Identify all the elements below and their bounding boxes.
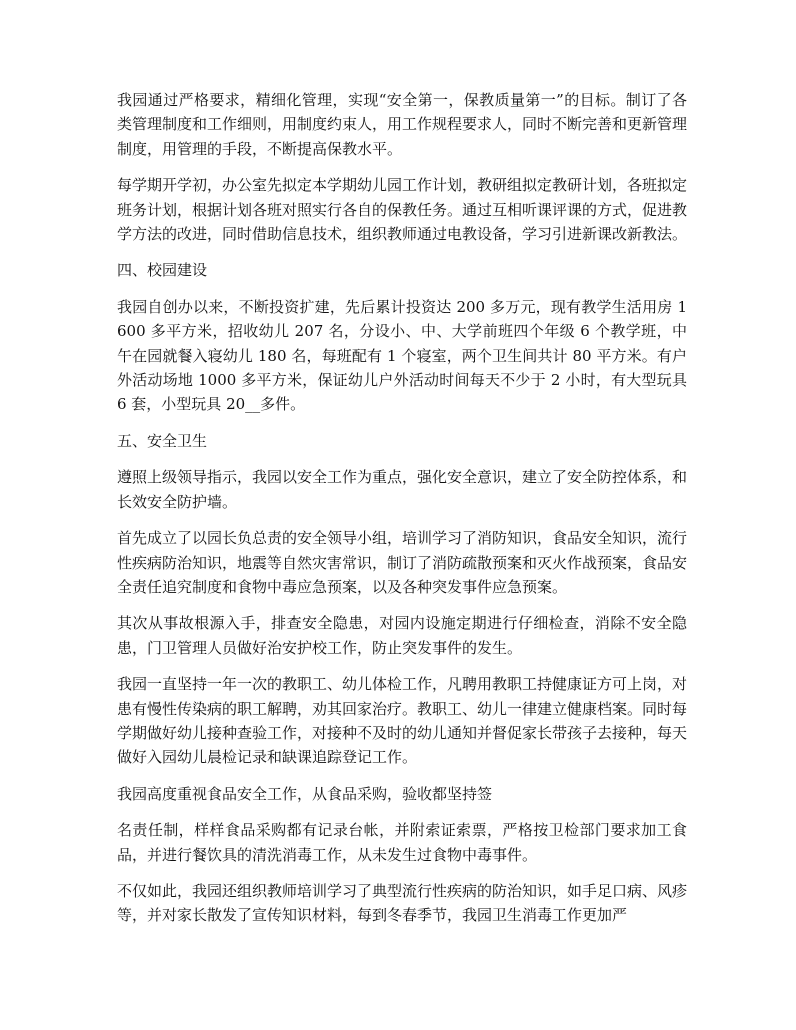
section-heading: 四、校园建设 [117,261,208,280]
paragraph: 我园一直坚持一年一次的教职工、幼儿体检工作，凡聘用教职工持健康证方可上岗，对患有慢性传染病的职工解聘，劝其回家治疗。教职工、幼儿一律建立健康档案。同时每学期做好幼儿接种查验工作，对接种不及时的幼儿通知并督促家长带孩子去接种，每天做好入园幼儿晨检记录和缺课追踪登记工作。 [117,675,688,767]
paragraph: 首先成立了以园长负总责的安全领导小组，培训学习了消防知识，食品安全知识，流行性疾病防治知识，地震等自然灾害常识，制订了消防疏散预案和灭火作战预案，食品安全责任追究制度和食物中毒应急预案，以及各种突发事件应急预案。 [117,529,688,596]
paragraph: 遵照上级领导指示，我园以安全工作为重点，强化安全意识，建立了安全防控体系，和长效安全防护墙。 [117,468,688,511]
paragraph: 名责任制，样样食品采购都有记录台帐，并附索证索票，严格按卫检部门要求加工食品，并进行餐饮具的清洗消毒工作，从未发生过食物中毒事件。 [117,821,687,864]
document-body [117,88,687,940]
section-heading: 五、安全卫生 [117,431,208,450]
paragraph: 不仅如此，我园还组织教师培训学习了典型流行性疾病的防治知识，如手足口病、风疹等，并对家长散发了宣传知识材料，每到冬春季节，我园卫生消毒工作更加严 [117,881,688,925]
paragraph: 我园高度重视食品安全工作，从食品采购，验收都坚持签 [117,784,493,803]
paragraph: 每学期开学初，办公室先拟定本学期幼儿园工作计划，教研组拟定教研计划，各班拟定班务计划，根据计划各班对照实行各自的保教任务。通过互相听课评课的方式，促进教学方法的改进，同时借助信息技术，组织教师通过电教设备，学习引进新课改新教法。 [117,176,688,244]
paragraph: 我园通过严格要求，精细化管理，实现“安全第一，保教质量第一”的目标。制订了各类管理制度和工作细则，用制度约束人，用工作规程要求人，同时不断完善和更新管理制度，用管理的手段，不断提高保教水平。 [117,91,688,158]
paragraph: 我园自创办以来，不断投资扩建，先后累计投资达 200 多万元，现有教学生活用房 1600 多平方米，招收幼儿 207 名，分设小、中、大学前班四个年级 6 个教学班，中午在园就餐入寝幼儿 180 名，每班配有 1 个寝室，两个卫生间共计 80 平方米。有户外活动场地 1000 多平方米，保证幼儿户外活动时间每天不少于 2 小时，有大型玩具 6 套，小型玩具 20__多件。 [117,297,687,414]
paragraph: 其次从事故根源入手，排查安全隐患，对园内设施定期进行仔细检查，消除不安全隐患，门卫管理人员做好治安护校工作，防止突发事件的发生。 [117,614,687,657]
